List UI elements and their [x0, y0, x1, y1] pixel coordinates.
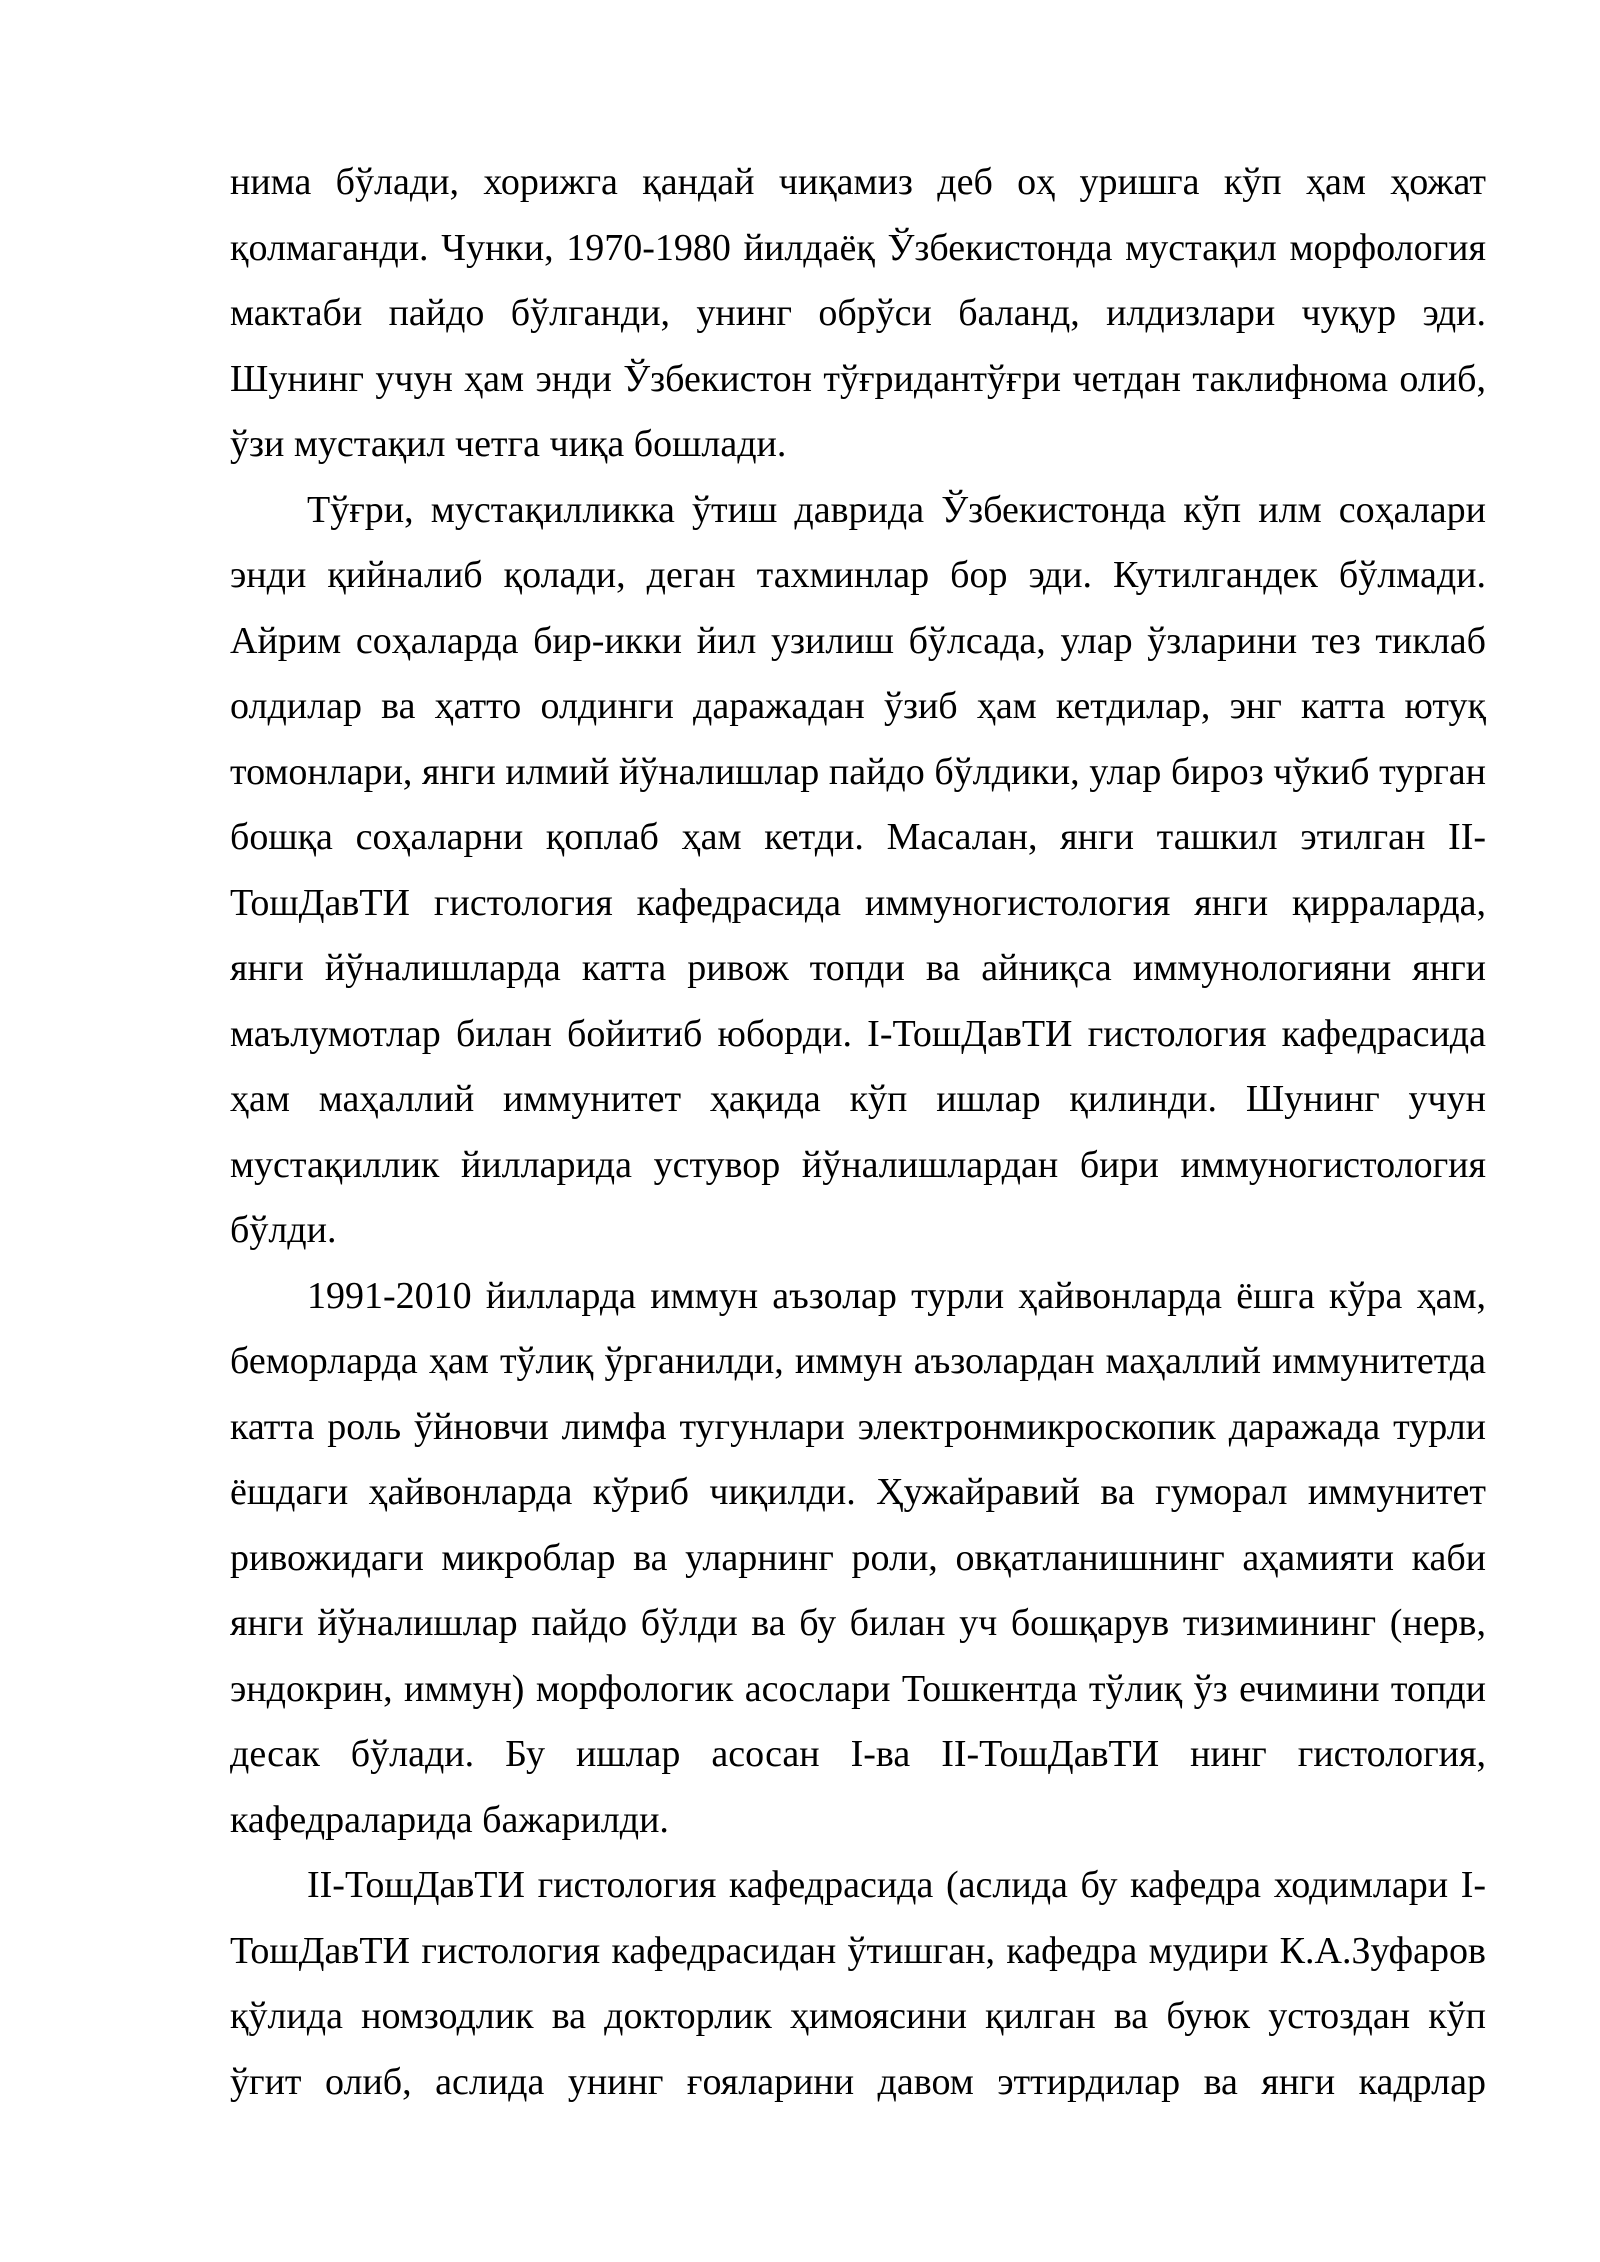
paragraph-first-line: Тўғри, мустақилликка ўтиш даврида Ўзбекистонда кўп илм соҳалари — [307, 488, 1486, 531]
text-line: десак бўлади. Бу ишлар асосан I-ва II-ТошДавТИ нинг гистология, — [230, 1733, 1486, 1775]
text-line: ривожидаги микроблар ва уларнинг роли, овқатланишнинг аҳамияти каби — [230, 1536, 1486, 1579]
text-line: Шунинг учун ҳам энди Ўзбекистон тўғридантўғри четдан таклифнома олиб, — [230, 357, 1486, 400]
text-line: нима бўлади, хорижга қандай чиқамиз деб оҳ уришга кўп ҳам ҳожат — [230, 161, 1486, 203]
text-line: катта роль ўйновчи лимфа тугунлари электронмикроскопик даражада турли — [230, 1405, 1486, 1448]
text-line: ҳам маҳаллий иммунитет ҳақида кўп ишлар қилинди. Шунинг учун — [230, 1078, 1486, 1120]
text-line: янги йўналишларда катта ривож топди ва айниқса иммунологияни янги — [230, 947, 1486, 989]
text-line: маълумотлар билан бойитиб юборди. I-ТошДавТИ гистология кафедрасида — [230, 1012, 1486, 1055]
text-line: олдилар ва ҳатто олдинги даражадан ўзиб ҳам кетдилар, энг катта ютуқ — [230, 685, 1486, 727]
text-line: мустақиллик йилларида устувор йўналишлардан бири иммуногистология — [230, 1143, 1486, 1186]
text-line: кафедраларида бажарилди. — [230, 1798, 669, 1841]
text-line: янги йўналишлар пайдо бўлди ва бу билан уч бошқарув тизимининг (нерв, — [230, 1602, 1486, 1644]
text-line: ўзи мустақил четга чиқа бошлади. — [230, 423, 787, 465]
text-line: ўгит олиб, аслида унинг ғояларини давом эттирдилар ва янги кадрлар — [230, 2060, 1486, 2103]
text-line: ёшдаги ҳайвонларда кўриб чиқилди. Ҳужайравий ва гуморал иммунитет — [230, 1471, 1486, 1513]
paragraph-first-line: II-ТошДавТИ гистология кафедрасида (аслида бу кафедра ходимлари I- — [307, 1864, 1486, 1906]
text-line: ТошДавТИ гистология кафедрасида иммуногистология янги қирраларда, — [230, 881, 1486, 924]
text-line: беморларда ҳам тўлиқ ўрганилди, иммун аъзолардан маҳаллий иммунитетда — [230, 1340, 1486, 1382]
text-line: энди қийналиб қолади, деган тахминлар бор эди. Кутилгандек бўлмади. — [230, 554, 1486, 596]
text-line: ТошДавТИ гистология кафедрасидан ўтишган, кафедра мудири К.А.Зуфаров — [230, 1929, 1486, 1972]
text-line: қолмаганди. Чунки, 1970-1980 йилдаёқ Ўзбекистонда мустақил морфология — [230, 226, 1486, 269]
text-line: бошқа соҳаларни қоплаб ҳам кетди. Масалан, янги ташкил этилган II- — [230, 816, 1486, 858]
text-line: Айрим соҳаларда бир-икки йил узилиш бўлсада, улар ўзларини тез тиклаб — [230, 619, 1486, 662]
paragraph-first-line: 1991-2010 йилларда иммун аъзолар турли ҳайвонларда ёшга кўра ҳам, — [307, 1274, 1486, 1317]
text-line: эндокрин, иммун) морфологик асослари Тошкентда тўлиқ ўз ечимини топди — [230, 1667, 1486, 1710]
text-line: томонлари, янги илмий йўналишлар пайдо бўлдики, улар бироз чўкиб турган — [230, 750, 1486, 793]
text-line: мактаби пайдо бўлганди, унинг обрўси баланд, илдизлари чуқур эди. — [230, 292, 1486, 334]
text-line: бўлди. — [230, 1209, 337, 1251]
text-line: қўлида номзодлик ва докторлик ҳимоясини қилган ва буюк устоздан кўп — [230, 1995, 1486, 2037]
body-text — [230, 150, 1486, 2115]
